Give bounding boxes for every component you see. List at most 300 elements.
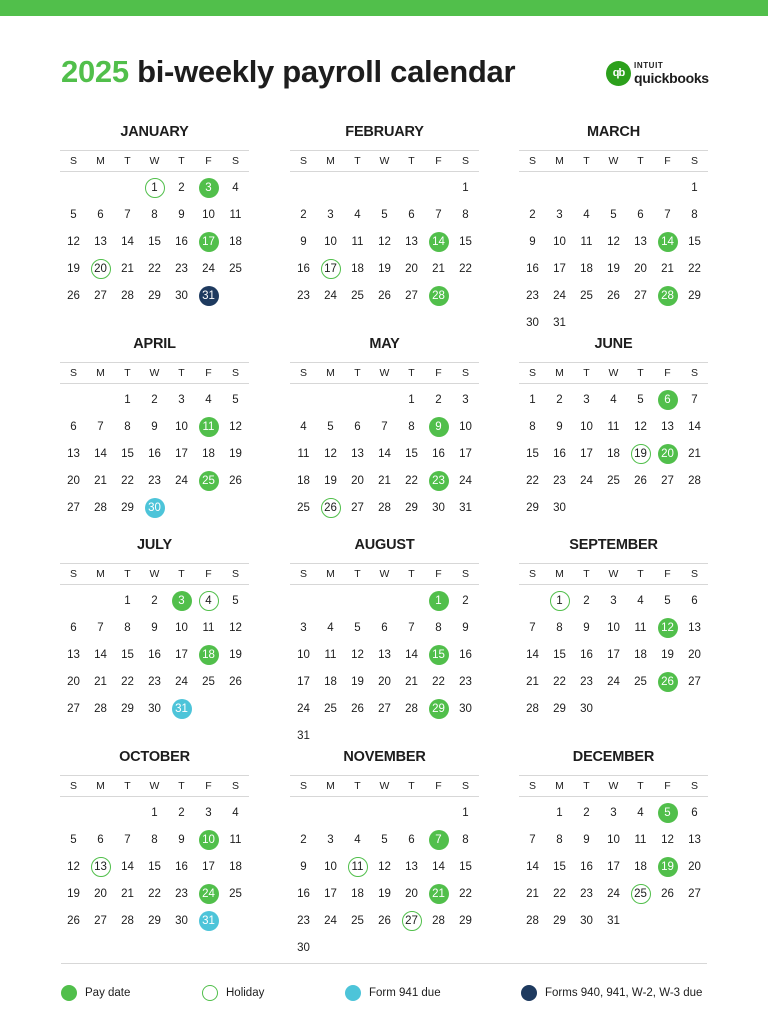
day-cell: [681, 282, 708, 309]
weekday-label: W: [149, 780, 160, 792]
day-cell: [290, 201, 317, 228]
day-number: 27: [688, 887, 701, 900]
day-cell: [114, 228, 141, 255]
day-cell-pay-date: [425, 228, 452, 255]
day-number: 24: [175, 675, 188, 688]
day-cell: [290, 853, 317, 880]
day-cell: [60, 668, 87, 695]
month-february: [290, 122, 479, 309]
day-cell: [317, 641, 344, 668]
day-cell-holiday: [546, 587, 573, 614]
day-number: 8: [529, 420, 536, 433]
day-cell: [654, 255, 681, 282]
weekday-label: T: [124, 367, 131, 379]
day-cell-holiday: [317, 494, 344, 521]
day-number: 7: [435, 208, 442, 221]
day-number: 23: [175, 262, 188, 275]
day-number: 11: [229, 833, 242, 846]
day-number: 12: [661, 833, 674, 846]
day-number: 24: [324, 914, 337, 927]
day-number: 12: [67, 860, 80, 873]
day-cell: [371, 907, 398, 934]
day-number: 7: [664, 208, 671, 221]
weekday-label: W: [379, 155, 390, 167]
day-number: 2: [435, 393, 442, 406]
weekday-label: T: [124, 155, 131, 167]
day-number: 3: [178, 393, 185, 406]
day-cell: [168, 228, 195, 255]
empty-cell: [60, 587, 87, 614]
day-cell: [344, 467, 371, 494]
day-number: 15: [429, 645, 449, 665]
empty-cell: [573, 174, 600, 201]
day-cell: [573, 386, 600, 413]
day-number: 8: [462, 833, 469, 846]
day-cell: [681, 826, 708, 853]
day-number: 17: [324, 887, 337, 900]
day-number: 26: [229, 474, 242, 487]
day-cell: [627, 614, 654, 641]
day-cell: [168, 668, 195, 695]
day-cell: [371, 494, 398, 521]
day-cell: [398, 440, 425, 467]
day-cell: [344, 494, 371, 521]
day-cell: [654, 467, 681, 494]
day-number: 6: [408, 208, 415, 221]
day-number: 27: [402, 911, 422, 931]
day-number: 29: [459, 914, 472, 927]
day-number: 7: [691, 393, 698, 406]
weekday-label: S: [231, 780, 239, 792]
day-number: 26: [607, 289, 620, 302]
weekday-label: F: [664, 367, 671, 379]
day-number: 10: [297, 648, 310, 661]
day-number: 24: [324, 289, 337, 302]
day-cell: [573, 467, 600, 494]
day-number: 25: [229, 262, 242, 275]
day-number: 4: [354, 208, 361, 221]
day-number: 29: [148, 289, 161, 302]
day-cell-pay-date: [195, 826, 222, 853]
day-number: 3: [199, 178, 219, 198]
day-cell: [546, 440, 573, 467]
day-cell: [344, 282, 371, 309]
weekday-header: [60, 775, 249, 797]
weekday-label: S: [299, 568, 307, 580]
day-cell: [371, 255, 398, 282]
day-number: 6: [637, 208, 644, 221]
day-cell: [573, 799, 600, 826]
weekday-label: T: [583, 155, 590, 167]
day-number: 20: [67, 675, 80, 688]
day-number: 9: [178, 833, 185, 846]
day-number: 4: [300, 420, 307, 433]
day-number: 1: [145, 178, 165, 198]
day-number: 2: [178, 181, 185, 194]
day-number: 2: [300, 833, 307, 846]
day-cell: [546, 386, 573, 413]
day-cell: [87, 880, 114, 907]
day-number: 18: [324, 675, 337, 688]
day-cell: [627, 386, 654, 413]
day-number: 24: [580, 474, 593, 487]
weekday-label: S: [690, 367, 698, 379]
day-number: 30: [175, 289, 188, 302]
day-number: 9: [429, 417, 449, 437]
day-number: 28: [94, 501, 107, 514]
weekday-label: S: [299, 367, 307, 379]
day-cell: [168, 282, 195, 309]
day-number: 7: [97, 621, 104, 634]
day-number: 17: [580, 447, 593, 460]
weekday-label: S: [299, 780, 307, 792]
day-number: 13: [688, 621, 701, 634]
day-number: 11: [199, 417, 219, 437]
top-accent-bar: [0, 0, 768, 16]
day-cell: [60, 853, 87, 880]
day-cell: [452, 494, 479, 521]
day-cell: [317, 826, 344, 853]
day-cell: [290, 826, 317, 853]
day-cell: [546, 309, 573, 336]
weekday-label: T: [354, 780, 361, 792]
day-number: 3: [583, 393, 590, 406]
day-cell: [600, 467, 627, 494]
day-cell: [425, 668, 452, 695]
day-cell: [60, 641, 87, 668]
day-number: 29: [121, 702, 134, 715]
day-number: 18: [297, 474, 310, 487]
day-number: 12: [229, 420, 242, 433]
day-number: 1: [556, 806, 563, 819]
day-cell: [519, 826, 546, 853]
day-cell: [627, 587, 654, 614]
day-cell: [222, 255, 249, 282]
day-cell: [60, 201, 87, 228]
day-number: 12: [351, 648, 364, 661]
day-number: 23: [553, 474, 566, 487]
day-cell: [519, 853, 546, 880]
day-cell: [114, 282, 141, 309]
day-cell: [519, 255, 546, 282]
day-number: 23: [297, 914, 310, 927]
day-number: 11: [580, 235, 593, 248]
day-cell: [222, 614, 249, 641]
day-cell: [344, 201, 371, 228]
day-number: 16: [297, 887, 310, 900]
day-number: 8: [435, 621, 442, 634]
day-number: 5: [658, 803, 678, 823]
day-number: 30: [145, 498, 165, 518]
day-number: 8: [124, 420, 131, 433]
day-cell: [87, 413, 114, 440]
day-cell: [87, 467, 114, 494]
day-cell: [344, 826, 371, 853]
empty-cell: [344, 799, 371, 826]
day-number: 12: [324, 447, 337, 460]
day-number: 1: [124, 393, 131, 406]
day-number: 24: [297, 702, 310, 715]
day-cell: [452, 174, 479, 201]
weekday-label: F: [205, 568, 212, 580]
day-number: 25: [324, 702, 337, 715]
day-cell: [600, 880, 627, 907]
weekday-label: F: [664, 155, 671, 167]
day-cell: [600, 853, 627, 880]
day-cell-pay-date: [654, 799, 681, 826]
day-cell: [290, 668, 317, 695]
day-cell: [573, 614, 600, 641]
day-cell: [141, 614, 168, 641]
weekday-header: [60, 362, 249, 384]
day-cell: [546, 614, 573, 641]
weekday-label: T: [637, 155, 644, 167]
weekday-label: S: [690, 568, 698, 580]
day-number: 18: [202, 447, 215, 460]
legend-pay-label: Pay date: [85, 987, 131, 999]
day-number: 22: [405, 474, 418, 487]
empty-cell: [371, 174, 398, 201]
day-number: 15: [405, 447, 418, 460]
holiday-swatch-icon: [202, 985, 218, 1001]
day-cell: [627, 201, 654, 228]
day-cell: [627, 282, 654, 309]
day-number: 11: [607, 420, 620, 433]
day-cell: [681, 587, 708, 614]
day-cell: [627, 228, 654, 255]
day-number: 18: [580, 262, 593, 275]
day-number: 28: [658, 286, 678, 306]
day-number: 15: [526, 447, 539, 460]
day-cell: [60, 440, 87, 467]
day-number: 14: [405, 648, 418, 661]
day-cell: [344, 668, 371, 695]
month-name: FEBRUARY: [345, 124, 424, 140]
day-number: 22: [459, 262, 472, 275]
day-cell-pay-date: [425, 413, 452, 440]
empty-cell: [87, 587, 114, 614]
day-cell: [573, 695, 600, 722]
day-number: 5: [610, 208, 617, 221]
day-cell: [114, 907, 141, 934]
day-number: 5: [637, 393, 644, 406]
day-number: 21: [378, 474, 391, 487]
day-cell: [627, 467, 654, 494]
weekday-header: [290, 775, 479, 797]
day-cell-holiday: [141, 174, 168, 201]
weekday-label: F: [435, 367, 442, 379]
day-cell: [573, 853, 600, 880]
day-cell: [398, 668, 425, 695]
day-cell-holiday: [87, 255, 114, 282]
day-cell: [654, 826, 681, 853]
weekday-label: M: [96, 155, 105, 167]
day-number: 15: [121, 447, 134, 460]
day-cell: [573, 668, 600, 695]
day-number: 1: [124, 594, 131, 607]
day-cell: [546, 668, 573, 695]
day-number: 14: [526, 860, 539, 873]
day-cell: [546, 255, 573, 282]
day-number: 10: [580, 420, 593, 433]
quickbooks-logo: [606, 60, 709, 86]
day-cell: [681, 467, 708, 494]
day-cell: [222, 467, 249, 494]
day-number: 20: [91, 259, 111, 279]
day-cell: [114, 467, 141, 494]
weekday-header: [60, 563, 249, 585]
day-number: 20: [94, 887, 107, 900]
day-cell: [344, 440, 371, 467]
day-cell-holiday: [627, 440, 654, 467]
day-number: 11: [229, 208, 242, 221]
day-number: 23: [175, 887, 188, 900]
forms-all-swatch-icon: [521, 985, 537, 1001]
day-cell: [60, 907, 87, 934]
weekday-label: F: [435, 568, 442, 580]
day-number: 13: [67, 648, 80, 661]
day-cell: [654, 880, 681, 907]
day-cell: [681, 201, 708, 228]
day-number: 8: [408, 420, 415, 433]
day-cell: [627, 668, 654, 695]
day-cell: [371, 641, 398, 668]
weekday-label: T: [354, 367, 361, 379]
weekday-label: T: [354, 155, 361, 167]
day-cell: [141, 880, 168, 907]
day-number: 17: [321, 259, 341, 279]
day-number: 19: [631, 444, 651, 464]
day-cell: [290, 934, 317, 961]
day-cell: [452, 853, 479, 880]
day-cell: [344, 413, 371, 440]
day-number: 26: [378, 914, 391, 927]
day-cell: [452, 668, 479, 695]
empty-cell: [519, 587, 546, 614]
day-cell-pay-date: [168, 587, 195, 614]
day-cell: [452, 255, 479, 282]
day-number: 17: [553, 262, 566, 275]
empty-cell: [371, 587, 398, 614]
day-number: 18: [351, 262, 364, 275]
day-number: 27: [378, 702, 391, 715]
day-cell: [425, 614, 452, 641]
day-cell: [222, 201, 249, 228]
day-cell: [290, 722, 317, 749]
day-cell-forms-due: [195, 282, 222, 309]
day-number: 3: [556, 208, 563, 221]
day-number: 25: [580, 289, 593, 302]
day-cell: [681, 668, 708, 695]
empty-cell: [290, 799, 317, 826]
day-number: 10: [324, 235, 337, 248]
day-cell: [600, 413, 627, 440]
day-number: 2: [178, 806, 185, 819]
empty-cell: [398, 174, 425, 201]
day-number: 26: [634, 474, 647, 487]
weekday-label: M: [555, 155, 564, 167]
day-cell: [546, 799, 573, 826]
day-number: 13: [405, 860, 418, 873]
day-number: 20: [378, 675, 391, 688]
day-number: 21: [429, 884, 449, 904]
day-number: 20: [688, 860, 701, 873]
day-cell: [195, 799, 222, 826]
day-number: 3: [327, 833, 334, 846]
day-number: 17: [607, 860, 620, 873]
day-number: 22: [432, 675, 445, 688]
day-number: 14: [94, 447, 107, 460]
day-number: 19: [351, 675, 364, 688]
day-number: 18: [634, 860, 647, 873]
weekday-label: S: [69, 780, 77, 792]
day-number: 26: [378, 289, 391, 302]
day-number: 15: [553, 860, 566, 873]
day-number: 3: [172, 591, 192, 611]
day-number: 20: [405, 887, 418, 900]
weekday-label: T: [124, 568, 131, 580]
day-number: 24: [459, 474, 472, 487]
day-cell-pay-date: [195, 174, 222, 201]
day-cell: [519, 494, 546, 521]
day-number: 15: [459, 860, 472, 873]
empty-cell: [519, 174, 546, 201]
empty-cell: [290, 386, 317, 413]
empty-cell: [87, 799, 114, 826]
day-cell: [60, 228, 87, 255]
day-number: 31: [297, 729, 310, 742]
day-number: 2: [151, 393, 158, 406]
day-cell-pay-date: [195, 413, 222, 440]
weekday-label: T: [408, 780, 415, 792]
day-number: 20: [405, 262, 418, 275]
day-cell: [195, 440, 222, 467]
day-number: 25: [297, 501, 310, 514]
day-cell: [398, 826, 425, 853]
day-cell: [600, 641, 627, 668]
day-cell: [87, 668, 114, 695]
logo-quickbooks: quickbooks: [634, 69, 709, 86]
weekday-label: T: [178, 780, 185, 792]
weekday-label: S: [690, 155, 698, 167]
day-number: 16: [459, 648, 472, 661]
weekday-label: S: [299, 155, 307, 167]
day-cell: [222, 668, 249, 695]
day-number: 31: [199, 286, 219, 306]
day-number: 22: [688, 262, 701, 275]
day-number: 19: [229, 447, 242, 460]
day-number: 25: [634, 675, 647, 688]
weekday-label: T: [583, 367, 590, 379]
day-cell: [398, 494, 425, 521]
day-cell: [681, 228, 708, 255]
day-number: 28: [121, 914, 134, 927]
day-number: 14: [94, 648, 107, 661]
day-cell: [222, 386, 249, 413]
empty-cell: [344, 386, 371, 413]
weekday-label: T: [178, 155, 185, 167]
day-number: 9: [300, 235, 307, 248]
day-cell: [681, 440, 708, 467]
day-cell: [519, 880, 546, 907]
day-cell: [114, 494, 141, 521]
day-cell: [573, 826, 600, 853]
day-number: 23: [580, 675, 593, 688]
day-number: 8: [124, 621, 131, 634]
day-cell: [546, 228, 573, 255]
day-cell: [371, 853, 398, 880]
day-cell: [371, 440, 398, 467]
